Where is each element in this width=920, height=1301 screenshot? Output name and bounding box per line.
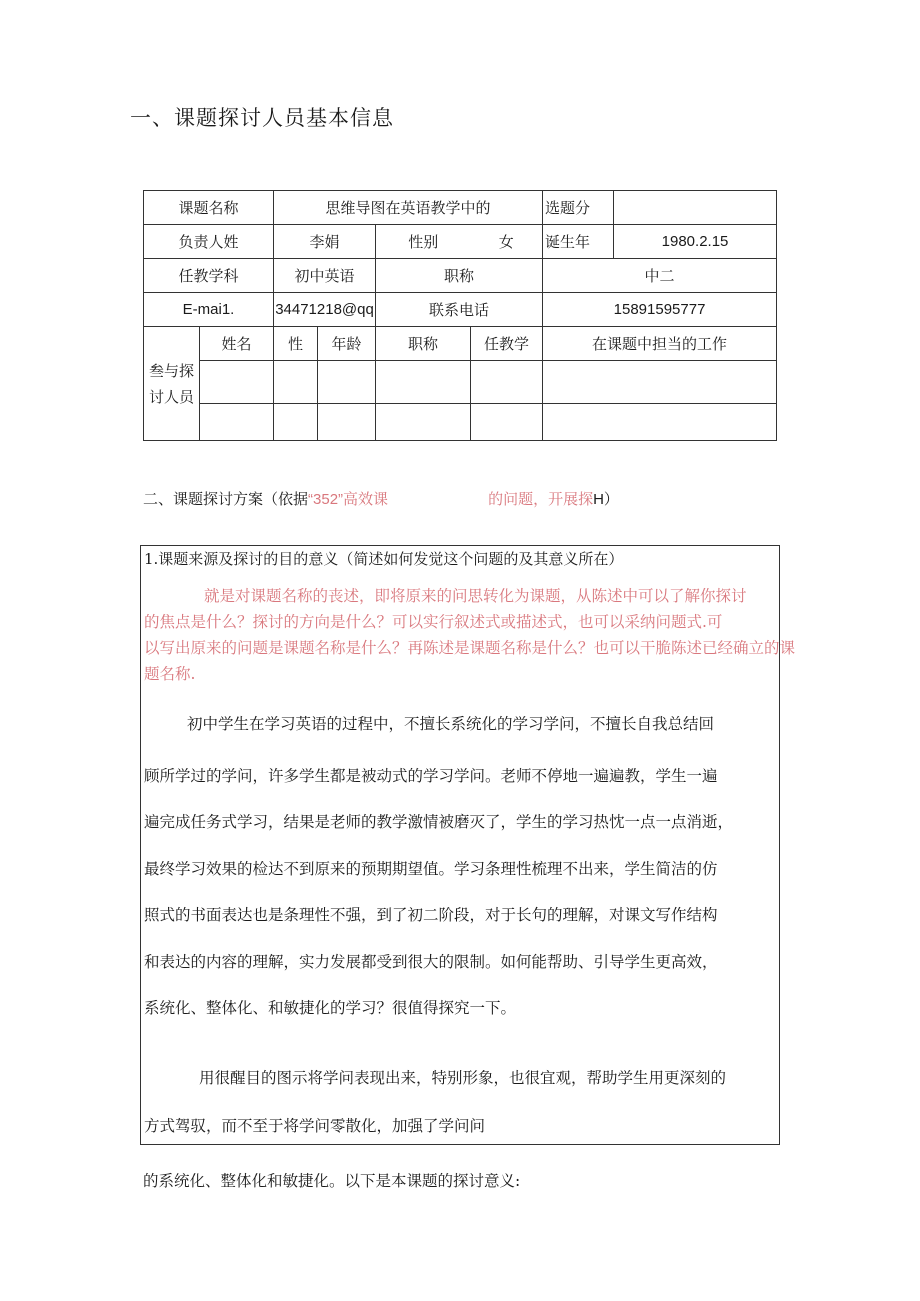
participant-cell [318, 404, 376, 441]
participant-cell [543, 404, 777, 441]
title-value: 中二 [543, 259, 777, 293]
section2-pink-b: 的问题，开展探 [488, 490, 594, 508]
pink-line: 就是对课题名称的丧述，即将原来的问思转化为课题，从陈述中可以了解你探讨 [204, 587, 747, 605]
para1-line: 系统化、整体化、和敏捷化的学习？很值得探究一下。 [144, 999, 517, 1017]
topic-value: 思维导图在英语教学中的 [274, 191, 543, 225]
participant-cell [200, 404, 274, 441]
participant-cell [471, 404, 543, 441]
subject-value: 初中英语 [274, 259, 376, 293]
participant-cell [376, 404, 471, 441]
para1-line: 照式的书面表达也是条理性不强，到了初二阶段，对于长句的理解，对课文写作结构 [144, 906, 718, 924]
para1-line: 初中学生在学习英语的过程中，不擅长系统化的学习学问，不擅长自我总结回 [187, 715, 715, 733]
participant-header: 姓名 [200, 327, 274, 361]
email-label: E-mai1. [144, 293, 274, 327]
section2-prefix: 二、课题探讨方案（依据 [143, 490, 309, 508]
participant-cell [200, 361, 274, 404]
participant-cell [274, 361, 318, 404]
para2-line: 方式驾驭，而不至于将学问零散化，加强了学问问 [144, 1117, 486, 1135]
participant-header: 在课题中担当的工作 [543, 327, 777, 361]
section2-quote: “352” [308, 491, 344, 508]
participants-label: 叁与探讨人员 [144, 327, 200, 441]
para1-line: 遍完成任务式学习，结果是老师的教学激情被磨灭了，学生的学习热忱一点一点消逝， [144, 813, 734, 831]
leader-label: 负责人姓 [144, 225, 274, 259]
para1-line: 和表达的内容的理解，实力发展都受到很大的限制。如何能帮助、引导学生更高效， [144, 953, 718, 971]
section2-pink-b-end: H [593, 491, 604, 508]
participant-cell [376, 361, 471, 404]
leader-value: 李娟 [274, 225, 376, 259]
select-label: 选题分 [543, 191, 614, 225]
title-label: 职称 [376, 259, 543, 293]
para1-line: 顾所学过的学问，许多学生都是被动式的学习学问。老师不停地一遍遍教，学生一遍 [144, 767, 718, 785]
birth-label: 诞生年 [543, 225, 614, 259]
pink-line: 题名称. [144, 665, 196, 683]
section2-heading [143, 488, 619, 509]
para1-line: 最终学习效果的检达不到原来的预期期望值。学习条理性梳理不出来，学生简洁的仿 [144, 860, 718, 878]
birth-value: 1980.2.15 [614, 225, 777, 259]
email-value: 34471218@qq [274, 293, 376, 327]
topic-label: 课题名称 [144, 191, 274, 225]
section2-suffix: ） [603, 490, 619, 508]
basic-info-table [143, 190, 777, 441]
subject-label: 任教学科 [144, 259, 274, 293]
purpose-box [140, 545, 796, 1145]
participant-header: 年龄 [318, 327, 376, 361]
participant-cell [543, 361, 777, 404]
gender-label: 性别 [376, 225, 471, 259]
continuation-text: 的系统化、整体化和敏捷化。以下是本课题的探讨意义: [143, 1172, 521, 1190]
purpose-heading: 1.课题来源及探讨的目的意义（简述如何发觉这个问题的及其意义所在） [144, 550, 624, 568]
pink-line: 以写出原来的问题是课题名称是什么？再陈述是课题名称是什么？也可以干脆陈述已经确立的课 [144, 639, 796, 657]
phone-label: 联系电话 [376, 293, 543, 327]
participant-header: 任教学 [471, 327, 543, 361]
phone-value: 15891595777 [543, 293, 777, 327]
participant-cell [318, 361, 376, 404]
pink-line: 的焦点是什么？探讨的方向是什么？可以实行叙述式或描述式，也可以采纳问题式.可 [144, 613, 723, 631]
select-value [614, 191, 777, 225]
gender-value: 女 [471, 225, 543, 259]
participant-cell [274, 404, 318, 441]
section2-pink-a: 高效课 [343, 490, 389, 508]
participant-header: 性 [274, 327, 318, 361]
participant-header: 职称 [376, 327, 471, 361]
section1-heading: 一、课题探讨人员基本信息 [130, 106, 394, 130]
participant-cell [471, 361, 543, 404]
para2-line: 用很醒目的图示将学问表现出来，特别形象，也很宜观，帮助学生用更深刻的 [199, 1069, 727, 1087]
